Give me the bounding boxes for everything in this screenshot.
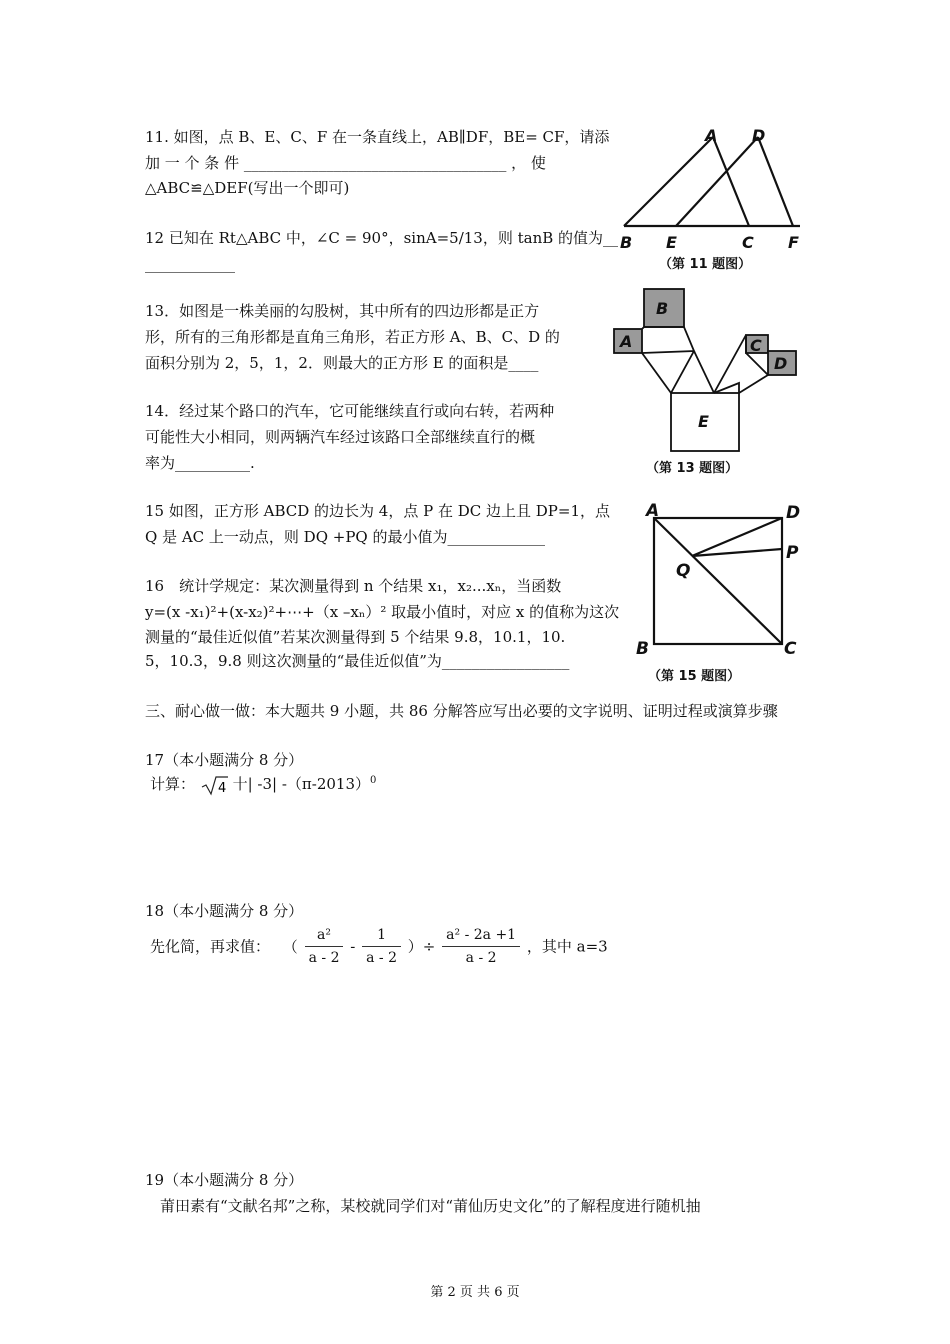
fig13-label-e: E [698, 412, 709, 431]
q17-header: 17（本小题满分 8 分） [145, 751, 304, 769]
fig13-label-a: A [620, 332, 633, 351]
figure-11 [612, 122, 812, 274]
fig11-label-a: A [705, 126, 718, 145]
q18-fraction-1-denominator: a - 2 [308, 950, 340, 966]
fig13-caption: （第 13 题图） [646, 461, 739, 476]
q14-line3: 率为__________. [145, 454, 255, 472]
q18-fraction-2-numerator: 1 [362, 924, 401, 947]
fig13-label-d: D [774, 354, 788, 373]
q11-line1: 11. 如图，点 B、E、C、F 在一条直线上，AB∥DF，BE= CF，请添 [145, 128, 610, 146]
q18-minus: - [350, 937, 356, 956]
q16-line4: 5，10.3，9.8 则这次测量的“最佳近似值”为_________________ [145, 652, 570, 670]
q16-line3: 测量的“最佳近似值”若某次测量得到 5 个结果 9.8，10.1，10. [145, 628, 566, 646]
q11-line3: △ABC≌△DEF(写出一个即可) [145, 179, 350, 197]
q12-line2: ____________ [145, 255, 235, 273]
page-footer: 第 2 页 共 6 页 [430, 1285, 520, 1300]
q17-exponent: 0 [370, 775, 377, 786]
q17-label: 计算： [150, 775, 196, 793]
q15-line1: 15 如图，正方形 ABCD 的边长为 4，点 P 在 DC 边上且 DP=1，点 [145, 502, 611, 520]
figure-15 [630, 498, 810, 688]
sqrt-sign-icon [200, 774, 228, 796]
q16-line1: 16 统计学规定：某次测量得到 n 个结果 x₁，x₂...xₙ，当函数 [145, 577, 562, 595]
fig15-label-a: A [646, 501, 660, 521]
q18-fraction-3-numerator: a² - 2a +1 [442, 924, 520, 947]
q16-line2: y=(x -x₁)²+(x-x₂)²+⋯+（x –xₙ）² 取最小值时，对应 x 的值称为这次 [145, 603, 620, 621]
fig11-label-c: C [742, 233, 754, 252]
fig15-label-p: P [786, 543, 799, 563]
fig11-label-e: E [666, 233, 677, 252]
fig15-label-b: B [636, 639, 649, 659]
q19-line1: 莆田素有“文献名邦”之称，某校就同学们对“莆仙历史文化”的了解程度进行随机抽 [160, 1197, 701, 1215]
q18-fraction-2 [362, 924, 401, 969]
q19-header: 19（本小题满分 8 分） [145, 1171, 304, 1189]
fig11-label-f: F [788, 233, 799, 252]
q18-expression [150, 924, 608, 969]
fig13-label-b: B [656, 299, 669, 318]
q17-radicand: 4 [217, 781, 227, 796]
q18-fraction-3 [442, 924, 520, 969]
figure-13 [610, 285, 800, 477]
q18-close-divide: ）÷ [407, 937, 436, 956]
q18-fraction-3-denominator: a - 2 [465, 950, 497, 966]
q18-fraction-1-numerator: a² [305, 924, 344, 947]
q18-tail: ，其中 a=3 [526, 937, 608, 956]
q18-open-paren: （ [282, 937, 298, 956]
q18-header: 18（本小题满分 8 分） [145, 902, 304, 920]
q18-label: 先化简，再求值： [150, 937, 271, 956]
fig13-label-c: C [750, 336, 762, 355]
q15-line2: Q 是 AC 上一动点，则 DQ +PQ 的最小值为_____________ [145, 528, 545, 546]
q17-expression [150, 771, 376, 797]
fig15-caption: （第 15 题图） [648, 669, 741, 684]
q18-fraction-1 [305, 924, 344, 969]
section-three-heading: 三、耐心做一做：本大题共 9 小题，共 86 分解答应写出必要的文字说明、证明过程或演算步骤 [145, 702, 778, 720]
fig15-label-c: C [784, 639, 797, 659]
fig15-label-q: Q [676, 561, 691, 581]
q14-line1: 14．经过某个路口的汽车，它可能继续直行或向右转，若两种 [145, 402, 555, 420]
q18-fraction-2-denominator: a - 2 [366, 950, 398, 966]
fig11-label-d: D [752, 126, 766, 145]
q14-line2: 可能性大小相同，则两辆汽车经过该路口全部继续直行的概 [145, 428, 536, 446]
q13-line3: 面积分别为 2，5，1，2．则最大的正方形 E 的面积是____ [145, 354, 539, 372]
fig15-label-d: D [786, 503, 801, 523]
q11-line2: 加 一 个 条 件 ___________________________________ ， 使 [145, 154, 546, 172]
q17-rest: 十| -3| -（π-2013） [232, 775, 371, 793]
fig11-caption: （第 11 题图） [659, 257, 752, 272]
fig11-label-b: B [620, 233, 633, 252]
q13-line1: 13．如图是一株美丽的勾股树，其中所有的四边形都是正方 [145, 302, 540, 320]
q13-line2: 形，所有的三角形都是直角三角形，若正方形 A、B、C、D 的 [145, 328, 560, 346]
q12-line1: 12 已知在 Rt△ABC 中，∠C = 90°，sinA=5/13，则 tanB 的值为__ [145, 229, 619, 247]
